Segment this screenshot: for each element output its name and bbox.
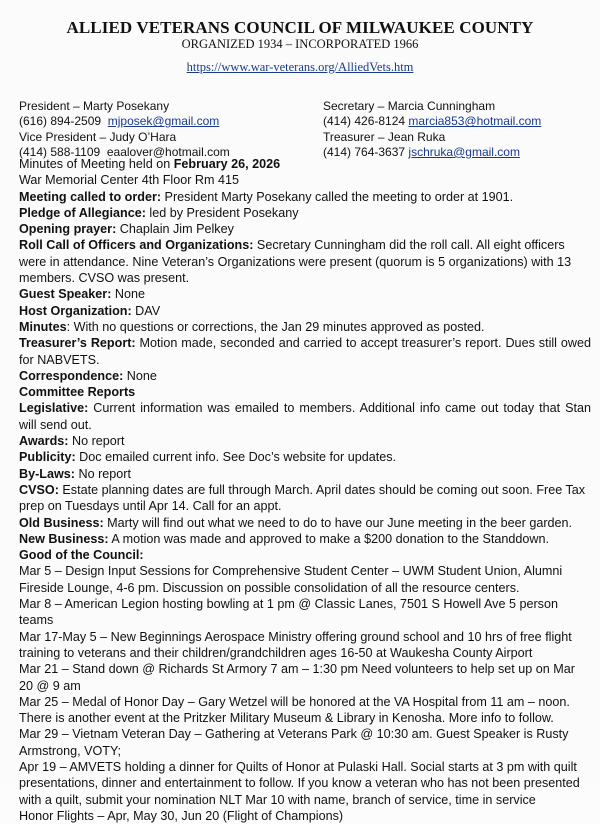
section-label: Awards: xyxy=(19,434,69,449)
meeting-date-line xyxy=(19,156,591,172)
council-item: Mar 25 – Medal of Honor Day – Gary Wetzel will be honored at the VA Hospital from 11 am – noon. There is another event at the Pritzker Military Museum & Library in Kenosha. More info to follow. xyxy=(19,694,570,726)
section-pledge xyxy=(19,205,591,221)
section-committee-reports xyxy=(19,384,591,400)
section-label: Correspondence: xyxy=(19,368,124,383)
section-text: Estate planning dates are full through March. April dates should be coming out soon. Free Tax prep on Tuesdays until Apr 14. Call for an appt. xyxy=(19,482,586,514)
officer-phone: (414) 764-3637 xyxy=(323,144,406,159)
officer-secretary xyxy=(323,99,541,130)
section-by-laws xyxy=(19,466,591,482)
section-label: Pledge of Allegiance: xyxy=(19,205,146,220)
officer-phone: (414) 426-8124 xyxy=(323,114,406,129)
section-host-organization xyxy=(19,303,591,319)
section-correspondence xyxy=(19,368,591,384)
section-legislative xyxy=(19,400,591,433)
section-new-business xyxy=(19,531,591,547)
council-item: Mar 17-May 5 – New Beginnings Aerospace Ministry offering ground school and 10 hrs of free flight training to veterans and their children/grandchildren ages 16-50 at Waukesha County Airport xyxy=(19,629,572,660)
section-label: Host Organization: xyxy=(19,303,132,318)
section-text: Doc emailed current info. See Doc’s website for updates. xyxy=(75,450,397,465)
council-item: Honor Flights – Apr, May 30, Jun 20 (Flight of Champions) xyxy=(19,808,344,823)
officer-phone: (616) 894-2509 xyxy=(19,114,102,129)
section-label: Roll Call of Officers and Organizations: xyxy=(19,238,254,253)
section-label: Old Business: xyxy=(19,515,104,530)
section-text: None xyxy=(123,368,157,383)
section-cvso xyxy=(19,482,591,515)
section-label: Treasurer’s Report: xyxy=(19,336,136,351)
section-text: Secretary Cunningham did the roll call. All eight officers were in attendance. Nine Veteran’s Organizations were present (quorum is 5 organizations) with 13 members. CVSO was present. xyxy=(19,238,572,286)
council-item: Mar 5 – Design Input Sessions for Comprehensive Student Center – UWM Student Union, Alumni Fireside Lounge, 4-6 pm. Discussion on possible consolidation of all the resource centers. xyxy=(19,564,563,595)
officer-email: eaalover@hotmail.com xyxy=(106,144,230,159)
officers-right-column xyxy=(323,99,541,160)
section-text: : With no questions or corrections, the Jan 29 minutes approved as posted. xyxy=(66,319,485,334)
section-call-to-order xyxy=(19,189,591,205)
section-opening-prayer xyxy=(19,221,591,237)
section-text: Motion made, seconded and carried to accept treasurer’s report. Dues still owed for NABVETS. xyxy=(19,336,592,367)
section-text: A motion was made and approved to make a $200 donation to the Standdown. xyxy=(108,531,549,546)
officer-email-link[interactable]: mjposek@gmail.com xyxy=(107,114,220,129)
section-text: Marty will find out what we need to do to have our June meeting in the beer garden. xyxy=(103,515,573,530)
officer-email-link[interactable]: jschruka@gmail.com xyxy=(408,144,520,159)
section-publicity xyxy=(19,449,591,465)
council-item: Mar 8 – American Legion hosting bowling at 1 pm @ Classic Lanes, 7501 S Howell Ave 5 person teams xyxy=(19,597,558,628)
section-label: By-Laws: xyxy=(19,466,75,481)
section-text: President Marty Posekany called the meeting to order at 1901. xyxy=(161,189,514,204)
section-awards xyxy=(19,433,591,449)
officer-role: Treasurer – Jean Ruka xyxy=(323,129,446,144)
officer-phone: (414) 588-1109 xyxy=(19,144,101,159)
meeting-location: War Memorial Center 4th Floor Rm 415 xyxy=(19,173,239,188)
section-roll-call xyxy=(19,237,591,286)
minutes-body xyxy=(19,156,591,824)
section-label: Opening prayer: xyxy=(19,222,117,237)
section-text: No report xyxy=(68,434,125,449)
org-title: ALLIED VETERANS COUNCIL OF MILWAUKEE COUNTY xyxy=(66,18,534,37)
section-treasurers-report xyxy=(19,335,591,368)
section-text: None xyxy=(111,287,146,302)
officer-president xyxy=(19,99,230,130)
section-label: New Business: xyxy=(19,531,109,546)
section-label: Legislative: xyxy=(19,401,89,416)
section-label: Publicity: xyxy=(19,450,76,465)
section-text: led by President Posekany xyxy=(145,205,299,220)
officer-email-link[interactable]: marcia853@hotmail.com xyxy=(408,114,542,129)
section-text: Current information was emailed to members. Additional info came out today that Stan will send out. xyxy=(19,401,591,432)
section-good-of-council xyxy=(19,547,591,563)
section-minutes xyxy=(19,319,591,335)
section-label: Minutes xyxy=(19,319,67,334)
council-item: Apr 19 – AMVETS holding a dinner for Quilts of Honor at Pulaski Hall. Social starts at 3 pm with quilt presentations, dinner and entertainment to follow. If you know a veteran who has not been presented with a quilt, submit your nomination NLT Mar 10 with name, branch of service, time in service xyxy=(19,759,580,807)
meeting-date: February 26, 2026 xyxy=(173,157,281,171)
council-item: Mar 29 – Vietnam Veteran Day – Gathering at Veterans Park @ 10:30 am. Guest Speaker is Rusty Armstrong, VOTY; xyxy=(19,727,569,758)
officer-role: Vice President – Judy O’Hara xyxy=(19,129,177,144)
section-text: Chaplain Jim Pelkey xyxy=(116,222,234,237)
meeting-date-prefix: Minutes of Meeting held on xyxy=(19,157,174,171)
officer-role: President – Marty Posekany xyxy=(19,99,170,113)
section-text: No report xyxy=(74,466,131,481)
website-link[interactable]: https://www.war-veterans.org/AlliedVets.htm xyxy=(186,60,414,74)
section-label: Meeting called to order: xyxy=(19,189,162,204)
section-text: DAV xyxy=(131,303,161,318)
org-subtitle: ORGANIZED 1934 – INCORPORATED 1966 xyxy=(181,37,419,51)
section-label: Guest Speaker: xyxy=(19,287,112,302)
section-heading: Good of the Council: xyxy=(19,548,144,563)
officers-left-column xyxy=(19,99,230,160)
section-guest-speaker xyxy=(19,286,591,302)
officer-role: Secretary – Marcia Cunningham xyxy=(323,99,496,113)
council-item: Mar 21 – Stand down @ Richards St Armory 7 am – 1:30 pm Need volunteers to help set up on Mar 20 @ 9 am xyxy=(19,662,575,693)
section-heading: Committee Reports xyxy=(19,385,136,400)
section-label: CVSO: xyxy=(19,482,59,497)
section-old-business xyxy=(19,515,591,531)
